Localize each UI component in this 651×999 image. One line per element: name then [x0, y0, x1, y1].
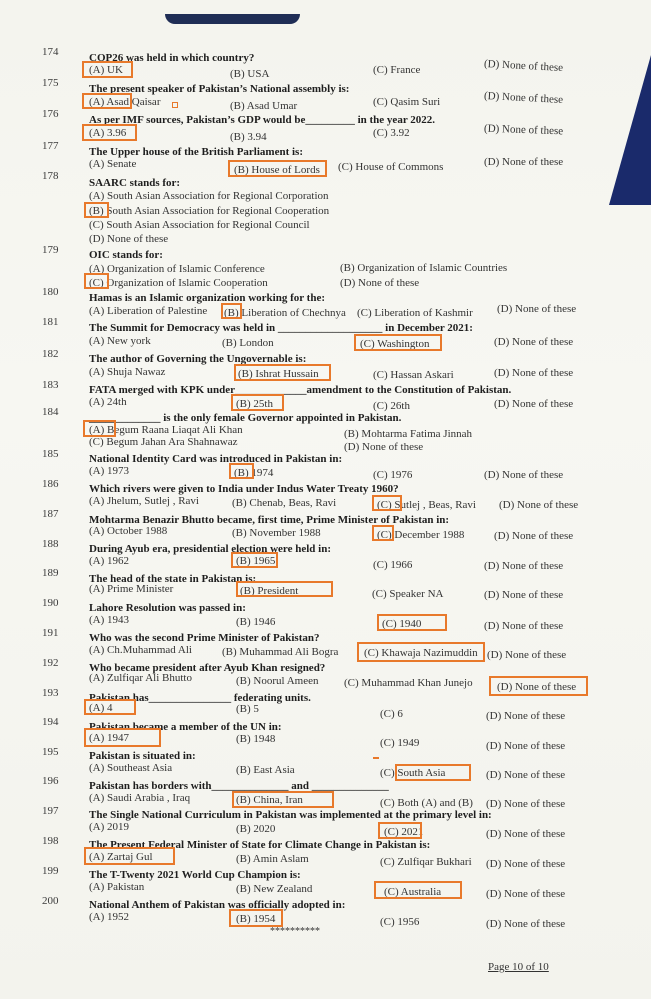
option-b: (B) South Asian Association for Regional Cooperation: [89, 205, 330, 217]
option-a: (A) Asad Qaisar: [89, 96, 161, 108]
option-d: (D) None of these: [494, 398, 574, 410]
question-number: 185: [42, 448, 59, 460]
question-text: During Ayub era, presidential election were held in:: [89, 543, 331, 555]
option-b: (B) London: [222, 337, 274, 349]
answer-highlight-box: [228, 160, 327, 177]
answer-highlight-box: [372, 525, 394, 541]
answer-highlight-box: [82, 61, 133, 78]
question-text: Pakistan is situated in:: [89, 750, 196, 762]
option-c: (C) 3.92: [373, 127, 410, 139]
option-d: (D) None of these: [344, 441, 424, 453]
option-d: (D) None of these: [486, 798, 566, 810]
question-number: 177: [42, 140, 59, 152]
option-d: (D) None of these: [486, 769, 566, 781]
question-text: Pakistan has_______________ federating units.: [89, 692, 311, 704]
option-a: (A) 1943: [89, 614, 130, 626]
option-d: (D) None of these: [486, 858, 566, 870]
answer-highlight-box: [374, 881, 462, 899]
question-text: The Present Federal Minister of State for Climate Change in Pakistan is:: [89, 839, 431, 851]
answer-highlight-box: [84, 728, 161, 747]
option-c: (C) Both (A) and (B): [380, 797, 473, 809]
question-text: The head of the state in Pakistan is:: [89, 573, 257, 585]
question-number: 193: [42, 687, 59, 699]
answer-highlight-box: [395, 764, 471, 781]
question-text: National Anthem of Pakistan was officially adopted in:: [89, 899, 346, 911]
option-b: (B) 25th: [236, 398, 273, 410]
option-c: (C) 2021: [384, 826, 424, 838]
option-b: (B) 1946: [236, 616, 276, 628]
option-a: (A) Organization of Islamic Conference: [89, 263, 265, 275]
question-text: The Single National Curriculum in Pakistan was implemented at the primary level in:: [89, 809, 492, 821]
folded-corner: [609, 55, 651, 205]
question-number: 194: [42, 716, 59, 728]
pen-mark: [172, 102, 178, 108]
question-number: 180: [42, 286, 59, 298]
question-number: 187: [42, 508, 59, 520]
answer-highlight-box: [372, 495, 402, 511]
answer-highlight-box: [489, 676, 588, 696]
option-a: (A) 1962: [89, 555, 130, 567]
option-a: (A) Jhelum, Sutlej , Ravi: [89, 495, 199, 507]
option-c: (C) Speaker NA: [372, 588, 444, 600]
option-b: (B) China, Iran: [236, 794, 303, 806]
option-a: (A) 24th: [89, 396, 127, 408]
answer-highlight-box: [82, 93, 132, 109]
option-b: (B) 1974: [234, 467, 274, 479]
option-a: (A) South Asian Association for Regional Corporation: [89, 190, 329, 202]
question-text: Mohtarma Benazir Bhutto became, first time, Prime Minister of Pakistan in:: [89, 514, 450, 526]
question-text: The author of Governing the Ungovernable is:: [89, 353, 307, 365]
option-a: (A) Saudi Arabia , Iraq: [89, 792, 191, 804]
option-d: (D) None of these: [484, 156, 564, 168]
question-text: The Summit for Democracy was held in ___________________ in December 2021:: [89, 322, 473, 334]
question-number: 183: [42, 379, 59, 391]
option-d: (D) None of these: [484, 589, 564, 601]
option-c: (C) Washington: [360, 338, 430, 350]
option-b: (B) President: [240, 585, 299, 597]
option-d: (D) None of these: [486, 918, 566, 930]
question-text: Which rivers were given to India under Indus Water Treaty 1960?: [89, 483, 399, 495]
end-marker: **********: [270, 926, 320, 937]
option-c: (C) 1949: [380, 737, 420, 749]
answer-highlight-box: [83, 420, 116, 437]
question-text: The present speaker of Pakistan’s National assembly is:: [89, 83, 350, 95]
option-b: (B) November 1988: [232, 527, 321, 539]
option-a: (A) October 1988: [89, 525, 168, 537]
option-b: (B) Organization of Islamic Countries: [340, 262, 508, 274]
option-d: (D) None of these: [494, 367, 574, 379]
answer-highlight-box: [231, 552, 278, 568]
option-c: (C) South Asia: [380, 767, 446, 779]
page-number: Page 10 of 10: [488, 961, 549, 973]
question-number: 179: [42, 244, 59, 256]
option-b: (B) USA: [230, 68, 270, 80]
option-c: (C) Hassan Askari: [373, 369, 454, 381]
question-number: 176: [42, 108, 59, 120]
option-c: (C) Australia: [384, 886, 442, 898]
option-a: (A) Ch.Muhammad Ali: [89, 644, 192, 656]
question-text: The T-Twenty 2021 World Cup Champion is:: [89, 869, 301, 881]
answer-highlight-box: [84, 847, 175, 865]
option-b: (B) 5: [236, 703, 259, 715]
option-c: (C) House of Commons: [338, 161, 444, 173]
option-c: (C) 6: [380, 708, 403, 720]
option-c: (C) France: [373, 64, 421, 76]
option-a: (A) Zartaj Gul: [89, 851, 153, 863]
answer-highlight-box: [84, 202, 109, 218]
option-b: (B) East Asia: [236, 764, 295, 776]
option-c: (C) Zulfiqar Bukhari: [380, 856, 472, 868]
question-text: National Identity Card was introduced in Pakistan in:: [89, 453, 343, 465]
option-a: (A) Southeast Asia: [89, 762, 173, 774]
option-b: (B) Chenab, Beas, Ravi: [232, 497, 337, 509]
question-number: 195: [42, 746, 59, 758]
question-number: 199: [42, 865, 59, 877]
option-d: (D) None of these: [494, 336, 574, 348]
option-a: (A) Zulfiqar Ali Bhutto: [89, 672, 192, 684]
option-a: (A) New york: [89, 335, 151, 347]
answer-highlight-box: [234, 364, 331, 381]
question-text: Who became president after Ayub Khan resigned?: [89, 662, 326, 674]
option-d: (D) None of these: [483, 57, 564, 75]
question-number: 189: [42, 567, 59, 579]
option-b: (B) New Zealand: [236, 883, 313, 895]
option-c: (C) Qasim Suri: [373, 96, 441, 108]
answer-highlight-box: [229, 463, 254, 479]
option-c: (C) Sutlej , Beas, Ravi: [377, 499, 476, 511]
question-text: Hamas is an Islamic organization working for the:: [89, 292, 325, 304]
option-d: (D) None of these: [483, 122, 564, 138]
option-a: (A) 3.96: [89, 127, 127, 139]
option-b: (B) 3.94: [230, 131, 267, 143]
answer-highlight-box: [84, 699, 136, 715]
option-c: (C) 1940: [382, 618, 422, 630]
question-number: 178: [42, 170, 59, 182]
answer-highlight-box: [84, 273, 109, 289]
option-c: (C) 1976: [373, 469, 413, 481]
option-c: (C) 1966: [373, 559, 413, 571]
option-b: (B) Muhammad Ali Bogra: [222, 646, 339, 658]
option-d: (D) None of these: [89, 233, 169, 245]
option-b: (B) Asad Umar: [230, 100, 298, 112]
question-number: 174: [42, 46, 59, 58]
option-b: (B) Amin Aslam: [236, 853, 309, 865]
option-c: (C) Liberation of Kashmir: [357, 307, 473, 319]
question-text: OIC stands for:: [89, 249, 163, 261]
option-c: (C) December 1988: [377, 529, 465, 541]
answer-highlight-box: [229, 909, 283, 927]
option-b: (B) Mohtarma Fatima Jinnah: [344, 428, 473, 440]
option-a: (A) Begum Raana Liaqat Ali Khan: [89, 424, 243, 436]
option-d: (D) None of these: [499, 499, 579, 511]
question-text: Pakistan has borders with______________ and ______________: [89, 780, 389, 792]
question-number: 197: [42, 805, 59, 817]
pen-mark: [373, 757, 379, 759]
option-d: (D) None of these: [484, 620, 564, 632]
question-text: FATA merged with KPK under_____________amendment to the Constitution of Pakistan.: [89, 384, 512, 396]
question-number: 191: [42, 627, 59, 639]
question-text: _____________ is the only female Governor appointed in Pakistan.: [89, 412, 402, 424]
question-number: 181: [42, 316, 59, 328]
question-number: 175: [42, 77, 59, 89]
answer-highlight-box: [231, 394, 284, 411]
answer-highlight-box: [236, 581, 333, 597]
question-text: Lahore Resolution was passed in:: [89, 602, 246, 614]
option-d: (D) None of these: [494, 530, 574, 542]
option-d: (D) None of these: [497, 303, 577, 315]
question-number: 186: [42, 478, 59, 490]
option-a: (A) Pakistan: [89, 881, 145, 893]
option-a: (A) 4: [89, 702, 113, 714]
option-d: (D) None of these: [340, 277, 420, 289]
option-c: (C) Khawaja Nazimuddin: [364, 647, 478, 659]
answer-highlight-box: [357, 642, 485, 662]
question-number: 190: [42, 597, 59, 609]
answer-highlight-box: [82, 124, 137, 141]
option-b: (B) 2020: [236, 823, 276, 835]
question-text: As per IMF sources, Pakistan’s GDP would be_________ in the year 2022.: [89, 114, 436, 126]
binder-clip-shadow: [165, 14, 300, 24]
option-d: (D) None of these: [497, 681, 577, 693]
option-a: (A) UK: [89, 64, 123, 76]
question-text: Pakistan became a member of the UN in:: [89, 721, 282, 733]
option-d: (D) None of these: [483, 89, 564, 107]
question-text: SAARC stands for:: [89, 177, 181, 189]
option-c: (C) South Asian Association for Regional Council: [89, 219, 310, 231]
question-number: 200: [42, 895, 59, 907]
option-c: (C) Muhammad Khan Junejo: [344, 677, 473, 689]
question-text: COP26 was held in which country?: [89, 52, 255, 64]
option-b: (B) 1954: [236, 913, 276, 925]
question-number: 188: [42, 538, 59, 550]
option-a: (A) 1952: [89, 911, 130, 923]
option-b: (B) House of Lords: [234, 164, 320, 176]
option-a: (A) 2019: [89, 821, 130, 833]
option-c: (C) 26th: [373, 400, 410, 412]
answer-highlight-box: [221, 303, 242, 319]
option-d: (D) None of these: [484, 560, 564, 572]
answer-highlight-box: [354, 334, 442, 351]
option-a: (A) Shuja Nawaz: [89, 366, 166, 378]
option-d: (D) None of these: [484, 469, 564, 481]
question-number: 198: [42, 835, 59, 847]
option-a: (A) Prime Minister: [89, 583, 174, 595]
question-text: Who was the second Prime Minister of Pakistan?: [89, 632, 320, 644]
question-number: 184: [42, 406, 59, 418]
option-b: (B) 1948: [236, 733, 276, 745]
question-text: The Upper house of the British Parliament is:: [89, 146, 303, 158]
question-number: 192: [42, 657, 59, 669]
option-a: (A) 1947: [89, 732, 130, 744]
option-a: (A) 1973: [89, 465, 130, 477]
answer-highlight-box: [377, 614, 447, 631]
answer-highlight-box: [378, 822, 422, 839]
option-d: (D) None of these: [486, 828, 566, 840]
option-b: (B) 1965: [236, 555, 276, 567]
answer-highlight-box: [232, 791, 334, 808]
option-d: (D) None of these: [487, 649, 567, 661]
option-b: (B) Ishrat Hussain: [238, 368, 319, 380]
question-number: 182: [42, 348, 59, 360]
option-a: (A) Senate: [89, 158, 137, 170]
option-c: (C) Begum Jahan Ara Shahnawaz: [89, 436, 238, 448]
question-number: 196: [42, 775, 59, 787]
option-d: (D) None of these: [486, 888, 566, 900]
option-b: (B) Noorul Ameen: [236, 675, 319, 687]
option-c: (C) Organization of Islamic Cooperation: [89, 277, 268, 289]
option-b: (B) Liberation of Chechnya: [224, 307, 346, 319]
option-d: (D) None of these: [486, 710, 566, 722]
option-d: (D) None of these: [486, 740, 566, 752]
option-c: (C) 1956: [380, 916, 420, 928]
option-a: (A) Liberation of Palestine: [89, 305, 208, 317]
